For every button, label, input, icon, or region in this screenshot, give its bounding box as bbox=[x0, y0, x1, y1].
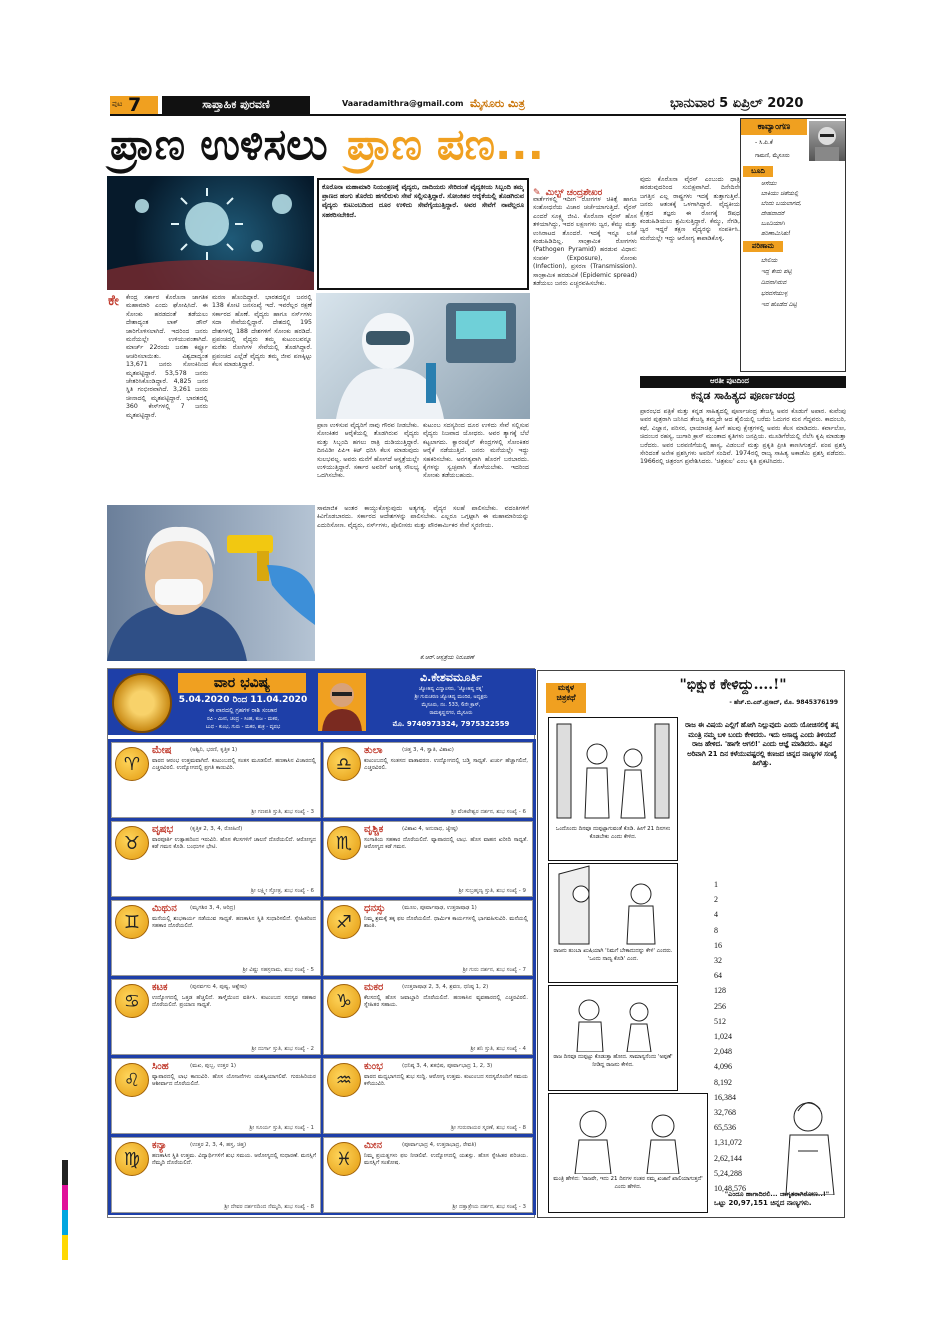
sign-box bbox=[323, 979, 533, 1055]
coin-total: ಒಟ್ಟು 20,97,151 ಚಿನ್ನದ ನಾಣ್ಯಗಳು. bbox=[714, 1199, 812, 1207]
covid-col1: ಕೇಂದ್ರ ಸರ್ಕಾರ ಕೊರೊನಾ ಜಾಗತಿಕ ಮಹಾಮಾರಿ ಎಂದು ಘೋಷಿಸಿದೆ. ಈ ಸೋಂಕು ಹರಡದಂತೆ ತಡೆಯಲು ದೇಶಾದ್ಯಂತ ಲಾಕ್ ಡೌನ್ ಜಾರಿಗೊಳಿಸಲಾಗಿದೆ. ಇದರಿಂದ ಜನರು ಮನೆಯಲ್ಲೇ ಉಳಿಯುವಂತಾಗಿದೆ. ಮಾರ್ಚ್ 22ರಂದು ಜನತಾ ಕರ್ಫ್ಯೂ ಆಚರಿಸಲಾಯಿತು. ವಿಶ್ವದಾದ್ಯಂತ 13,671 ಜನರು ಸೋಂಕಿನಿಂದ ಮೃತಪಟ್ಟಿದ್ದಾರೆ. 53,578 ಜನರು ಚೇತರಿಸಿಕೊಂಡಿದ್ದಾರೆ. 4,825 ಜನರ ಸ್ಥಿತಿ ಗಂಭೀರವಾಗಿದೆ. 3,261 ಜನರು ಚೀನಾದಲ್ಲಿ ಮೃತಪಟ್ಟಿದ್ದಾರೆ. ಭಾರತದಲ್ಲಿ 360 ಕೇಸ್‌ಗಳಲ್ಲಿ 7 ಜನರು ಮೃತಪಟ್ಟಿದ್ದಾರೆ. bbox=[126, 294, 208, 419]
covid-col2: ಮರಣ ಹೊಂದಿದ್ದಾರೆ. ಭಾರತದಲ್ಲಿನ ಜನರಲ್ಲಿ 138 ಕೋಟಿ ಜನಸಂಖ್ಯೆ ಇದೆ. ಇವರೆಲ್ಲರ ರಕ್ಷಣೆ ಸರ್ಕಾರದ ಹೊಣೆ. ವೈದ್ಯರು ಹಾಗೂ ನರ್ಸ್‌ಗಳು ಸದಾ ಸೇವೆಯಲ್ಲಿದ್ದಾರೆ. ದೇಶದಲ್ಲಿ 195 ದೇಶಗಳಲ್ಲಿ 188 ದೇಶಗಳಿಗೆ ಸೋಂಕು ಹರಡಿದೆ. ಪ್ರಪಂಚದಲ್ಲಿ ವೈದ್ಯರು ತಮ್ಮ ಕುಟುಂಬವನ್ನೂ ಮರೆತು ರೋಗಿಗಳ ಸೇವೆಯಲ್ಲಿ ತೊಡಗಿದ್ದಾರೆ. ಪ್ರಪಂಚದ ಎಲ್ಲೆಡೆ ವೈದ್ಯರು ತಮ್ಮ ಜೀವ ಪಣಕ್ಕಿಟ್ಟು ಕೆಲಸ ಮಾಡುತ್ತಿದ್ದಾರೆ. bbox=[212, 294, 312, 369]
email: Vaaradamithra@gmail.com bbox=[342, 99, 464, 108]
zodiac-icon: ♈ bbox=[115, 747, 149, 781]
coin-count: 10,48,576 bbox=[714, 1184, 746, 1194]
astro-line3: ಮೈಸೂರು, ನಂ. 533, 6ನೇ ಕ್ರಾಸ್, bbox=[421, 702, 481, 708]
astro-line1: ಜ್ಯೋತಿಷ್ಯ ವಿದ್ವಾಂಸರು, 'ಜ್ಯೋತಿಷ್ಯ ರತ್ನ' bbox=[418, 686, 484, 692]
comic-label bbox=[546, 683, 586, 713]
sign-box bbox=[323, 1058, 533, 1134]
sign-box bbox=[323, 1137, 533, 1213]
temperature-check-photo bbox=[107, 505, 315, 661]
astro-line2: ಶ್ರೀ ಗುರುಚರಣ ಜ್ಯೋತಿಷ್ಯ ಮಂದಿರ, ಅಧ್ಯಕ್ಷರು bbox=[414, 694, 488, 700]
sign-name: ಮೇಷ bbox=[152, 745, 172, 756]
purnachandra-title: ಕನ್ನಡ ಸಾಹಿತ್ಯದ ಪೂರ್ಣಚಂದ್ರ bbox=[690, 389, 796, 402]
poet-photo bbox=[809, 121, 845, 161]
coin-count: 64 bbox=[714, 971, 722, 981]
astrologer-photo bbox=[318, 673, 366, 731]
coin-count: 1,31,072 bbox=[714, 1138, 742, 1148]
sign-name: ಮಿಥುನ bbox=[152, 903, 177, 914]
comic-panel-1 bbox=[548, 717, 678, 861]
sign-stars: (ಮೂಲ, ಪೂರ್ವಾಷಾಢ, ಉತ್ತರಾಷಾಢ 1) bbox=[402, 905, 477, 911]
sign-name: ಸಿಂಹ bbox=[152, 1061, 169, 1072]
poem2-line: ಇವ ಹೊಡೆದ ದಿಟ್ಟಿ bbox=[761, 301, 797, 308]
headline bbox=[110, 120, 732, 172]
sign-remedy: ಶ್ರೀ ದೇವರ ದರ್ಶನದಿಂದ ನೆಮ್ಮದಿ, ಶುಭ ಸಂಖ್ಯೆ - 8 bbox=[224, 1204, 314, 1210]
doctor-photo bbox=[316, 293, 530, 419]
sign-stars: (ಉತ್ತರ 2, 3, 4, ಹಸ್ತ, ಚಿತ್ತ) bbox=[190, 1142, 247, 1148]
zodiac-grid bbox=[108, 739, 536, 1215]
comic-caption-2: ರಾಜನು ತುಂಬಾ ಖುಷಿಯಾಗಿ 'ನಿಮಗೆ ಬೇಕಾದುದನ್ನು ಕೇಳಿ' ಎಂದರು. 'ಒಂದು ನಾಣ್ಯ ಕೊಡಿ' ಎಂದ. bbox=[553, 948, 673, 962]
covid-col5: ಸಾಮಾಜಿಕ ಅಂತರ ಕಾಯ್ದುಕೊಳ್ಳುವುದು ಅತ್ಯಗತ್ಯ. ವೈದ್ಯರ ಸಲಹೆ ಪಾಲಿಸಬೇಕು. ವದಂತಿಗಳಿಗೆ ಕಿವಿಗೊಡಬಾರದು. ಸರ್ಕಾರದ ಆದೇಶಗಳನ್ನು ಪಾಲಿಸಬೇಕು. ಎಲ್ಲರೂ ಒಗ್ಗಟ್ಟಾಗಿ ಈ ಮಹಾಮಾರಿಯನ್ನು ಎದುರಿಸೋಣ. ವೈದ್ಯರು, ನರ್ಸ್‌ಗಳು, ಪೊಲೀಸರು ಮತ್ತು ಪೌರಕಾರ್ಮಿಕರ ಸೇವೆ ಸ್ಮರಣೀಯ. bbox=[317, 505, 529, 529]
paper-name: ಮೈಸೂರು ಮಿತ್ರ bbox=[470, 97, 525, 110]
sign-name: ಮೀನ bbox=[364, 1140, 382, 1151]
zodiac-icon: ♏ bbox=[327, 826, 361, 860]
covid-col4: ಕುಟುಂಬ ಸದಸ್ಯರಿಂದ ದೂರ ಉಳಿದು ಸೇವೆ ಸಲ್ಲಿಸುವ ವೈದ್ಯರು ನಿಜವಾದ ಯೋಧರು. ಅವರ ತ್ಯಾಗಕ್ಕೆ ಬೆಲೆ ಕಟ್ಟಲಾಗದು. ಕ್ವಾರಂಟೈನ್ ಕೇಂದ್ರಗಳಲ್ಲಿ ಸೋಂಕಿತರ ಆರೈಕೆ ನಡೆಯುತ್ತಿದೆ. ಜನರು ಮನೆಯಲ್ಲೇ ಇದ್ದು ಸಹಕರಿಸಬೇಕು. ಅನಗತ್ಯವಾಗಿ ಹೊರಗೆ ಬರಬಾರದು. ಕೈಗಳನ್ನು ಸ್ವಚ್ಛವಾಗಿ ತೊಳೆಯಬೇಕು. ಇದರಿಂದ ಸೋಂಕು ತಡೆಯಬಹುದು. bbox=[423, 422, 529, 480]
sign-text: ವಾರದ ಆರಂಭ ಉತ್ತಮವಾಗಿದೆ. ಕುಟುಂಬದಲ್ಲಿ ಸಂತಸ ಮೂಡಲಿದೆ. ಹಣಕಾಸಿನ ವಿಚಾರದಲ್ಲಿ ಎಚ್ಚರವಿರಲಿ. ಉದ್ಯೋಗದಲ್ಲಿ ಪ್ರಗತಿ ಕಾಣುವಿರಿ. bbox=[152, 758, 316, 772]
comic-title: "ಭಿಕ್ಷುಕ ಕೇಳಿದ್ದು....!" bbox=[679, 677, 787, 693]
coin-count: 8,192 bbox=[714, 1077, 732, 1087]
sign-name: ವೃಷಭ bbox=[152, 824, 174, 835]
sign-text: ನಿಮ್ಮ ಪ್ರಯತ್ನಗಳು ಫಲ ನೀಡಲಿವೆ. ಉದ್ಯೋಗದಲ್ಲಿ ಯಶಸ್ಸು. ಹೊಸ ಸ್ನೇಹಿತರ ಪರಿಚಯ. ಮನಸ್ಸಿಗೆ ಸಂತೋಷ. bbox=[364, 1153, 528, 1167]
intro-text: ಕೊರೊನಾ ಮಹಾಮಾರಿ ನಿಯಂತ್ರಣಕ್ಕೆ ವೈದ್ಯರು, ದಾದಿಯರು ಸೇರಿದಂತೆ ವೈದ್ಯಕೀಯ ಸಿಬ್ಬಂದಿ ತಮ್ಮ ಪ್ರಾಣದ ಹಂಗು ತೊರೆದು ಹಗಲಿರುಳು ಸೇವೆ ಸಲ್ಲಿಸುತ್ತಿದ್ದಾರೆ. ಸೋಂಕಿತರ ಆರೈಕೆಯಲ್ಲಿ ತೊಡಗಿರುವ ವೈದ್ಯರು ಕುಟುಂಬದಿಂದ ದೂರ ಉಳಿದು ಸೇವೆಗೈಯುತ್ತಿದ್ದಾರೆ. ಅವರ ಸೇವೆಗೆ ನಾವೆಲ್ಲರೂ ಸಹಕರಿಸಬೇಕಿದೆ. bbox=[322, 183, 524, 219]
sign-text: ಹಣಕಾಸಿನ ಸ್ಥಿತಿ ಉತ್ತಮ. ವಿದ್ಯಾರ್ಥಿಗಳಿಗೆ ಶುಭ ಸಮಯ. ಆರೋಗ್ಯದಲ್ಲಿ ಸುಧಾರಣೆ. ಮನಸ್ಸಿಗೆ ನೆಮ್ಮದಿ ದೊರೆಯಲಿದೆ. bbox=[152, 1153, 316, 1167]
zodiac-icon: ♎ bbox=[327, 747, 361, 781]
sign-text: ಕೆಲಸದಲ್ಲಿ ಹೊಸ ಜವಾಬ್ದಾರಿ ದೊರೆಯಲಿದೆ. ಹಣಕಾಸಿನ ವ್ಯವಹಾರದಲ್ಲಿ ಎಚ್ಚರವಿರಲಿ. ಸ್ನೇಹಿತರ ಸಹಾಯ. bbox=[364, 995, 528, 1009]
coin-count: 32,768 bbox=[714, 1108, 736, 1118]
dateline: ಕೇ bbox=[108, 293, 119, 309]
sign-remedy: ಶ್ರೀ ಸೂರ್ಯ ಸ್ತುತಿ, ಶುಭ ಸಂಖ್ಯೆ - 1 bbox=[249, 1125, 314, 1131]
poem1-line: ಬೂದಿಯಾಗಿ bbox=[761, 220, 785, 227]
poem2-line: ಬೇಲಿಯ bbox=[761, 257, 778, 264]
comic-caption-4: ಮಂತ್ರಿ ಹೇಳಿದ: 'ರಾಜರೇ, ಇದು 21 ದಿನಗಳ ನಂತರ ನಮ್ಮ ಖಜಾನೆ ಖಾಲಿಯಾಗುತ್ತದೆ' ಎಂದು ಹೇಳಿದ. bbox=[553, 1176, 703, 1190]
sign-text: ಕುಟುಂಬದಲ್ಲಿ ಸಂತಸದ ವಾತಾವರಣ. ಉದ್ಯೋಗದಲ್ಲಿ ಬಡ್ತಿ ಸಾಧ್ಯತೆ. ಖರ್ಚು ಹೆಚ್ಚಾಗಲಿದೆ, ಎಚ್ಚರವಿರಲಿ. bbox=[364, 758, 528, 772]
covid-col3: ಪ್ರಾಣ ಉಳಿಸುವ ವೈದ್ಯರಿಗೆ ನಾವು ಗೌರವ ನೀಡಬೇಕು. ಸೋಂಕಿತರ ಆರೈಕೆಯಲ್ಲಿ ತೊಡಗಿರುವ ವೈದ್ಯರು ಮತ್ತು ಸಿಬ್ಬಂದಿ ಹಗಲು ರಾತ್ರಿ ದುಡಿಯುತ್ತಿದ್ದಾರೆ. ದಿನವಿಡೀ ಪಿಪಿಇ ಕಿಟ್ ಧರಿಸಿ ಕೆಲಸ ಮಾಡುವುದು ಸುಲಭವಲ್ಲ. ಅವರು ಮನೆಗೆ ಹೋಗದೆ ಆಸ್ಪತ್ರೆಯಲ್ಲೇ ಉಳಿಯುತ್ತಿದ್ದಾರೆ. ಸರ್ಕಾರ ಅವರಿಗೆ ಅಗತ್ಯ ಸೌಲಭ್ಯ ಒದಗಿಸಬೇಕು. bbox=[317, 422, 419, 480]
coin-count: 32 bbox=[714, 956, 722, 966]
purnachandra-tagbar bbox=[640, 376, 846, 388]
poem1-line: ಬಾಕಿಯು ಚಿತೆಯಲ್ಲಿ bbox=[761, 190, 799, 197]
sign-remedy: ಶ್ರೀ ದತ್ತಾತ್ರೇಯ ದರ್ಶನ, ಶುಭ ಸಂಖ್ಯೆ - 3 bbox=[452, 1204, 526, 1210]
sign-text: ನಿಮ್ಮ ಶ್ರಮಕ್ಕೆ ತಕ್ಕ ಫಲ ದೊರೆಯಲಿದೆ. ಧಾರ್ಮಿಕ ಕಾರ್ಯಗಳಲ್ಲಿ ಭಾಗವಹಿಸುವಿರಿ. ಮನೆಯಲ್ಲಿ ಶಾಂತಿ. bbox=[364, 916, 528, 930]
astro-line4: ರಾಮಕೃಷ್ಣನಗರ, ಮೈಸೂರು bbox=[429, 710, 473, 716]
comic-caption-3: ರಾಜ ದಿನವೂ ದುಪ್ಪಟ್ಟು ಕೊಡುತ್ತಾ ಹೋದ. ಸಾಮಾನ್ಯನೆಂದು 'ಅಪ್ಪಣೆ' ನೀಡಿದ್ದ ರಾಜನು ಕೇಳಿದ. bbox=[553, 1054, 673, 1068]
sign-box bbox=[323, 900, 533, 976]
sign-stars: (ಮಖ, ಪುಬ್ಬ, ಉತ್ತರ 1) bbox=[190, 1063, 236, 1069]
poet-tag: - ಸಿ.ಪಿ.ಕೆ bbox=[755, 139, 773, 146]
article-author bbox=[533, 180, 633, 198]
sign-stars: (ಪೂರ್ವಾಭಾದ್ರ 4, ಉತ್ತರಾಭಾದ್ರ, ರೇವತಿ) bbox=[402, 1142, 477, 1148]
sign-name: ವೃಶ್ಚಿಕ bbox=[364, 824, 384, 835]
poem2-line: ಭರವಸೆಯುಳ್ಳ bbox=[761, 290, 788, 297]
sign-remedy: ಶ್ರೀ ಗಣಪತಿ ಸ್ತುತಿ, ಶುಭ ಸಂಖ್ಯೆ - 3 bbox=[251, 809, 314, 815]
headline-part1: ಪ್ರಾಣ ಉಳಿಸಲು bbox=[110, 120, 328, 170]
sign-name: ಧನಸ್ಸು bbox=[364, 903, 386, 914]
zodiac-icon: ♋ bbox=[115, 984, 149, 1018]
coin-count: 2 bbox=[714, 895, 718, 905]
middle-col2: ವುದು ಕೊರೊನಾ ವೈರಸ್ ಎಂಬುದು ಧಾತ್ರಿ ಹರಡುವುದರಿಂದ ಸುಬಿಕ್ಷವಾಗಿದೆ. ದಿನೇದಿನೇ ಜಗತ್ತಿನ ಎಲ್ಲ ರಾಷ್ಟ್ರಗಳು ಇದಕ್ಕೆ ತುತ್ತಾಗುತ್ತಿವೆ. ಜನರು ಆತಂಕಕ್ಕೆ ಒಳಗಾಗಿದ್ದಾರೆ. ವೈದ್ಯಕೀಯ ಕ್ಷೇತ್ರದ ತಜ್ಞರು ಈ ರೋಗಕ್ಕೆ ಔಷಧ ಕಂಡುಹಿಡಿಯಲು ಶ್ರಮಿಸುತ್ತಿದ್ದಾರೆ. ಕೆಮ್ಮು, ನೆಗಡಿ, ಜ್ವರ ಇದ್ದರೆ ತಕ್ಷಣ ವೈದ್ಯರನ್ನು ಸಂಪರ್ಕಿಸಿ. ಮನೆಯಲ್ಲೇ ಇದ್ದು ಆರೋಗ್ಯ ಕಾಪಾಡಿಕೊಳ್ಳಿ. bbox=[640, 176, 740, 242]
sign-name: ಕುಂಭ bbox=[364, 1061, 383, 1072]
sign-name: ಮಕರ bbox=[364, 982, 384, 993]
registration-bar bbox=[62, 1160, 68, 1260]
astrologer-name: ವಿ.ಕೇಶವಮೂರ್ತಿ bbox=[420, 671, 482, 684]
coin-count: 4 bbox=[714, 910, 718, 920]
page-number: 7 bbox=[128, 94, 142, 116]
sign-remedy: ಶ್ರೀ ವೆಂಕಟೇಶ್ವರ ದರ್ಶನ, ಶುಭ ಸಂಖ್ಯೆ - 6 bbox=[451, 809, 526, 815]
comic-panel-2 bbox=[548, 863, 678, 983]
poem2-line: ಇದ್ದ ಕೇಮ ಪಟ್ಟಿ bbox=[761, 268, 792, 275]
sign-box bbox=[323, 821, 533, 897]
zodiac-icon: ♓ bbox=[327, 1142, 361, 1176]
sign-text: ವಾರದ ಮಧ್ಯಭಾಗದಲ್ಲಿ ಶುಭ ಸುದ್ದಿ. ಆರೋಗ್ಯ ಉತ್ತಮ. ಕುಟುಂಬದ ಸದಸ್ಯರೊಂದಿಗೆ ಸಮಯ ಕಳೆಯುವಿರಿ. bbox=[364, 1074, 528, 1088]
sign-text: ಉದ್ಯೋಗದಲ್ಲಿ ಒತ್ತಡ ಹೆಚ್ಚಲಿದೆ. ತಾಳ್ಮೆಯಿಂದ ವರ್ತಿಸಿ. ಕುಟುಂಬದ ಸದಸ್ಯರ ಸಹಕಾರ ದೊರೆಯಲಿದೆ. ಪ್ರಯಾಣ ಸಾಧ್ಯತೆ. bbox=[152, 995, 316, 1009]
page-label: ಪುಟ bbox=[112, 100, 123, 108]
horoscope-section bbox=[107, 668, 535, 1218]
coin-count: 2,048 bbox=[714, 1047, 732, 1057]
sign-box bbox=[111, 821, 321, 897]
sign-box bbox=[111, 742, 321, 818]
issue-date: ಭಾನುವಾರ 5 ಏಪ್ರಿಲ್ 2020 bbox=[670, 96, 804, 111]
sign-box bbox=[111, 900, 321, 976]
purnachandra-body: ಪ್ರಾರಂಭದ ಪತ್ರಿಕೆ ಮತ್ತು ಕನ್ನಡ ಸಾಹಿತ್ಯದಲ್ಲಿ ಪೂರ್ಣಚಂದ್ರ ತೇಜಸ್ವಿ ಅವರ ಕೊಡುಗೆ ಅಪಾರ. ಕುವೆಂಪು ಅವರ ಪುತ್ರರಾಗಿ ಜನಿಸಿದ ತೇಜಸ್ವಿ ತಮ್ಮದೇ ಆದ ಶೈಲಿಯಲ್ಲಿ ಬರೆದು ಓದುಗರ ಮನ ಗೆದ್ದವರು. ಕಾದಂಬರಿ, ಕಥೆ, ವಿಜ್ಞಾನ, ಪರಿಸರ, ಛಾಯಾಚಿತ್ರ ಹೀಗೆ ಹಲವು ಕ್ಷೇತ್ರಗಳಲ್ಲಿ ಅವರು ಕೆಲಸ ಮಾಡಿದರು. ಕರ್ವಾಲೋ, ಚಿದಂಬರ ರಹಸ್ಯ, ಜುಗಾರಿ ಕ್ರಾಸ್ ಮುಂತಾದ ಕೃತಿಗಳು ಜನಪ್ರಿಯ. ಮೂಡಿಗೆರೆಯಲ್ಲಿ ನೆಲೆಸಿ ಕೃಷಿ ಮಾಡುತ್ತಾ ಬರೆದರು. ಅವರ ಬರವಣಿಗೆಯಲ್ಲಿ ಹಾಸ್ಯ, ವಿಡಂಬನೆ ಮತ್ತು ಪ್ರಕೃತಿ ಪ್ರೀತಿ ಕಾಣಸಿಗುತ್ತದೆ. ಪಂಪ ಪ್ರಶಸ್ತಿ ಸೇರಿದಂತೆ ಅನೇಕ ಪ್ರಶಸ್ತಿಗಳು ಅವರಿಗೆ ಸಂದಿವೆ. 1974ರಲ್ಲಿ ರಾಜ್ಯ ಸಾಹಿತ್ಯ ಅಕಾಡೆಮಿ ಪ್ರಶಸ್ತಿ ಪಡೆದರು. 1966ರಲ್ಲಿ ಚಿತ್ರರಂಗ ಪ್ರವೇಶಿಸಿದರು. 'ಚಿತ್ರಕುಲ' ಎಂಬ ಕೃತಿ ಪ್ರಕಟಿಸಿದರು. bbox=[640, 408, 846, 466]
comic-story-text: ರಾಜ ಈ ವಿಷಯ ಎಲ್ಲಿಗೆ ಹೋಗಿ ನಿಲ್ಲುವುದು ಎಂದು ಯೋಚಿಸಲಿಕ್ಕೆ ತನ್ನ ಮಂತ್ರಿ ನಮ್ಮ ಬಳಿ ಬಂದು ಕೇಳಿದರು. ಇದು ಅಸಾಧ್ಯ ಎಂದು ತಿಳಿಯದೆ ರಾಜ ಹೇಳಿದ. 'ಹಾಗೇ ಆಗಲಿ!' ಎಂದು ಆಜ್ಞೆ ಮಾಡಿದರು. ತಪ್ಪಿನ ಅರಿವಾಗಿ 21 ದಿನ ಕಳೆಯುವಷ್ಟರಲ್ಲಿ ಕಣಜದ ಚಿನ್ನದ ನಾಣ್ಯಗಳ ಸಂಖ್ಯೆ ಹೀಗಿತ್ತು. bbox=[685, 721, 839, 768]
sign-remedy: ಶ್ರೀ ದುರ್ಗಾ ಸ್ತುತಿ, ಶುಭ ಸಂಖ್ಯೆ - 2 bbox=[251, 1046, 314, 1052]
sign-box bbox=[111, 1058, 321, 1134]
sign-text: ಸಂಗಾತಿಯ ಸಹಕಾರ ದೊರೆಯಲಿದೆ. ವ್ಯಾಪಾರದಲ್ಲಿ ಲಾಭ. ಹೊಸ ವಾಹನ ಖರೀದಿ ಸಾಧ್ಯತೆ. ಆರೋಗ್ಯದ ಕಡೆ ಗಮನ. bbox=[364, 837, 528, 851]
virus-photo bbox=[107, 176, 314, 290]
sign-remedy: ಶ್ರೀ ಸುಬ್ರಹ್ಮಣ್ಯ ಸ್ತುತಿ, ಶುಭ ಸಂಖ್ಯೆ - 9 bbox=[458, 888, 526, 894]
comic-label1: ಮಕ್ಕಳ bbox=[557, 683, 575, 692]
coin-count: 8 bbox=[714, 925, 718, 935]
sign-stars: (ಚಿತ್ತ 3, 4, ಸ್ವಾತಿ, ವಿಶಾಖ) bbox=[402, 747, 454, 753]
comic-caption-1: ಒಂದೊಂದು ದಿನವೂ ದುಪ್ಪಟ್ಟಾಗುವಂತೆ ಕೊಡಿ. ಹೀಗೆ 21 ದಿನಗಳು ಕೊಡಬೇಕು ಎಂದು ಕೇಳಿದ. bbox=[555, 826, 671, 840]
sign-stars: (ಧನಿಷ್ಠ 3, 4, ಶತಭಿಷ, ಪೂರ್ವಾಭಾದ್ರ 1, 2, 3) bbox=[402, 1063, 493, 1069]
comic-label2: ಚಿತ್ರಕಥೆ bbox=[556, 693, 576, 702]
covid-byline: ಕೆ.ಆರ್.ಆಸ್ಪತ್ರೆಯ ನಿರೂಪಣೆ bbox=[420, 654, 474, 661]
sign-name: ತುಲಾ bbox=[364, 745, 383, 756]
sign-name: ಕನ್ಯಾ bbox=[152, 1140, 167, 1151]
sign-stars: (ವಿಶಾಖ 4, ಅನುರಾಧ, ಜ್ಯೇಷ್ಠ) bbox=[402, 826, 458, 832]
poem1-line: ಪರಿಣಾಮಿಸಿತು! bbox=[761, 230, 791, 237]
beggar-illustration bbox=[778, 1091, 842, 1195]
purnachandra-tag: ಆರತೀ ಪುಟದಿಂದ bbox=[710, 377, 749, 385]
intro-box bbox=[317, 178, 529, 290]
coin-count: 1 bbox=[714, 880, 718, 889]
zodiac-icon: ♊ bbox=[115, 905, 149, 939]
horoscope-header bbox=[108, 669, 536, 735]
coin-count: 65,536 bbox=[714, 1123, 736, 1133]
sign-text: ವ್ಯಾಪಾರದಲ್ಲಿ ಲಾಭ ಕಾಣುವಿರಿ. ಹೊಸ ಯೋಜನೆಗಳು ಯಶಸ್ವಿಯಾಗಲಿವೆ. ಗುರುಹಿರಿಯರ ಆಶೀರ್ವಾದ ದೊರೆಯಲಿದೆ. bbox=[152, 1074, 316, 1088]
comic-punchline-text: "ಎಂದೂ ಹಾಗಾದಿರಲಿ... ಜಾಗೃತರಾಗಿರೋಣ..!" bbox=[724, 1190, 830, 1198]
poem2-title: ಪರಿಣಾಮ bbox=[743, 241, 783, 252]
poem1-title: ಬೂದಿ bbox=[743, 166, 773, 177]
sign-remedy: ಶ್ರೀ ಗುರುರಾಯರ ಸ್ಮರಣೆ, ಶುಭ ಸಂಖ್ಯೆ - 8 bbox=[450, 1125, 526, 1131]
coin-count: 512 bbox=[714, 1016, 726, 1026]
coin-count: 1,024 bbox=[714, 1032, 732, 1042]
comic-byline: - ಹೆಚ್.ಬಿ.ಎನ್.ಪ್ರಸಾದ್, ಮೊ. 9845376199 bbox=[729, 699, 838, 706]
poem2-line: ದಿವನಾಗಿರುವ bbox=[761, 279, 787, 286]
poem2 bbox=[761, 255, 797, 310]
sign-box bbox=[323, 742, 533, 818]
coin-count: 16 bbox=[714, 940, 722, 950]
headline-part2: ಪ್ರಾಣ ಪಣ... bbox=[346, 120, 544, 170]
masthead bbox=[110, 94, 846, 116]
comic-panel-3 bbox=[548, 985, 678, 1091]
zodiac-icon: ♉ bbox=[115, 826, 149, 860]
zodiac-wheel-icon bbox=[112, 673, 172, 733]
coin-count: 5,24,288 bbox=[714, 1168, 742, 1178]
comic-panel-4 bbox=[548, 1093, 708, 1213]
section-label: ಸಾಪ್ತಾಹಿಕ ಪುರವಣಿ bbox=[162, 96, 310, 114]
author-name: ಮಿಲ್ಟ್ ಚಂದ್ರಶೇಖರ bbox=[545, 188, 603, 198]
sign-remedy: ಶ್ರೀ ಲಕ್ಷ್ಮೀ ಸ್ತೋತ್ರ, ಶುಭ ಸಂಖ್ಯೆ - 6 bbox=[250, 888, 314, 894]
coin-count: 2,62,144 bbox=[714, 1153, 742, 1163]
sign-name: ಕಟಕ bbox=[152, 982, 168, 993]
kavyangana-box bbox=[740, 118, 846, 372]
planets-line2: ಬುಧ - ಕುಂಭ, ಗುರು - ಮಕರ, ಶುಕ್ರ - ವೃಷಭ bbox=[205, 724, 281, 730]
poem1-line: ಬೆಂದು ಬಯಲಾಗದೆ, bbox=[761, 200, 802, 207]
sign-text: ವಾರಪೂರ್ತಿ ಉತ್ಸಾಹದಿಂದ ಇರುವಿರಿ. ಹೊಸ ಕೆಲಸಗಳಿಗೆ ಚಾಲನೆ ದೊರೆಯಲಿದೆ. ಆರೋಗ್ಯದ ಕಡೆ ಗಮನ ಕೊಡಿ. ಬಂಧುಗಳ ಭೇಟಿ. bbox=[152, 837, 316, 851]
zodiac-icon: ♍ bbox=[115, 1142, 149, 1176]
sign-stars: (ಮೃಗಶಿರ 3, 4, ಆರಿದ್ರ) bbox=[190, 905, 236, 911]
sign-box bbox=[111, 979, 321, 1055]
coin-count: 128 bbox=[714, 986, 726, 996]
poem1-line: ಆಸೆಯು bbox=[761, 180, 777, 187]
sign-stars: (ಪುನರ್ವಸು 4, ಪುಷ್ಯ, ಆಶ್ಲೇಷ) bbox=[190, 984, 247, 990]
coin-count: 16,384 bbox=[714, 1092, 736, 1102]
middle-col1: ವಾರ್ತೆಗಳಲ್ಲಿ ಇದೀಗ ರೋಗಗಳ ಚಿಕಿತ್ಸೆ ಹಾಗೂ ಸಂಶೋಧನೆಯ ವಿಚಾರ ಚರ್ಚೆಯಾಗುತ್ತಿದೆ. ವೈರಸ್ ಎಂದರೆ ಸೂಕ್ಷ್ಮ ಜೀವಿ. ಕೊರೊನಾ ವೈರಸ್ ಹೊಸ ತಳಿಯಾಗಿದ್ದು, ಇದರ ಲಕ್ಷಣಗಳು ಜ್ವರ, ಕೆಮ್ಮು ಮತ್ತು ಉಸಿರಾಟದ ತೊಂದರೆ. ಇದಕ್ಕೆ ಇನ್ನೂ ಲಸಿಕೆ ಕಂಡುಹಿಡಿದಿಲ್ಲ. ಸಾಂಕ್ರಾಮಿಕ ರೋಗಗಳು (Pathogen Pyramid) ಹರಡುವ ವಿಧಾನ: ಸಂಪರ್ಕ (Exposure), ಸೋಂಕು (Infection), ಪ್ರಸರಣ (Transmission). ಸಾಂಕ್ರಾಮಿಕ ಹರಡುವಿಕೆ (Epidemic spread) ತಡೆಯಲು ಜನರು ಎಚ್ಚರವಹಿಸಬೇಕು. bbox=[533, 196, 637, 288]
poem1-line: ದೇಹವಾದರೆ bbox=[761, 210, 785, 217]
coin-count: 256 bbox=[714, 1001, 726, 1011]
poet-place: ಗಾಮಣಿ, ಮೈಸೂರು bbox=[755, 153, 790, 159]
comic-section bbox=[537, 670, 845, 1218]
horoscope-range: 5.04.2020 ರಿಂದ 11.04.2020 bbox=[178, 695, 308, 705]
sign-remedy: ಶ್ರೀ ವಿಷ್ಣು ಸಹಸ್ರನಾಮ, ಶುಭ ಸಂಖ್ಯೆ - 5 bbox=[242, 967, 314, 973]
sign-stars: (ಅಶ್ವಿನಿ, ಭರಣಿ, ಕೃತ್ತಿಕ 1) bbox=[190, 747, 238, 753]
planets-line1: ರವಿ - ಮೀನ, ಚಂದ್ರ - ಸಿಂಹ, ಕುಜ - ಮಕರ, bbox=[206, 716, 280, 722]
sign-stars: (ಕೃತ್ತಿಕ 2, 3, 4, ರೋಹಿಣಿ) bbox=[190, 826, 243, 832]
page-number-box bbox=[110, 96, 158, 114]
kavyangana-title: ಕಾವ್ಯಾಂಗಣ bbox=[741, 119, 807, 135]
sign-text: ಮನೆಯಲ್ಲಿ ಶುಭಕಾರ್ಯ ನಡೆಯುವ ಸಾಧ್ಯತೆ. ಹಣಕಾಸಿನ ಸ್ಥಿತಿ ಸುಧಾರಿಸಲಿದೆ. ಸ್ನೇಹಿತರಿಂದ ಸಹಕಾರ ದೊರೆಯಲಿದೆ. bbox=[152, 916, 316, 930]
zodiac-icon: ♑ bbox=[327, 984, 361, 1018]
coin-count: 4,096 bbox=[714, 1062, 732, 1072]
zodiac-icon: ♐ bbox=[327, 905, 361, 939]
sign-box bbox=[111, 1137, 321, 1213]
zodiac-icon: ♒ bbox=[327, 1063, 361, 1097]
zodiac-icon: ♌ bbox=[115, 1063, 149, 1097]
horoscope-title: ವಾರ ಭವಿಷ್ಯ bbox=[178, 673, 306, 693]
horoscope-subtitle: ಈ ವಾರದಲ್ಲಿ ಗ್ರಹಗಳ ರಾಶಿ ಸಂಚಾರ bbox=[208, 707, 278, 714]
astrologer-phone: ಮೊ. 9740973324, 7975322559 bbox=[392, 720, 510, 728]
author-icon: ✎ bbox=[533, 188, 541, 198]
sign-remedy: ಶ್ರೀ ಗುರು ದರ್ಶನ, ಶುಭ ಸಂಖ್ಯೆ - 7 bbox=[462, 967, 526, 973]
poem1 bbox=[761, 179, 801, 239]
sign-remedy: ಶ್ರೀ ಶನಿ ಸ್ತುತಿ, ಶುಭ ಸಂಖ್ಯೆ - 4 bbox=[470, 1046, 526, 1052]
sign-stars: (ಉತ್ತರಾಷಾಢ 2, 3, 4, ಶ್ರವಣ, ಧನಿಷ್ಠ 1, 2) bbox=[402, 984, 489, 990]
virus-icon bbox=[107, 176, 314, 290]
